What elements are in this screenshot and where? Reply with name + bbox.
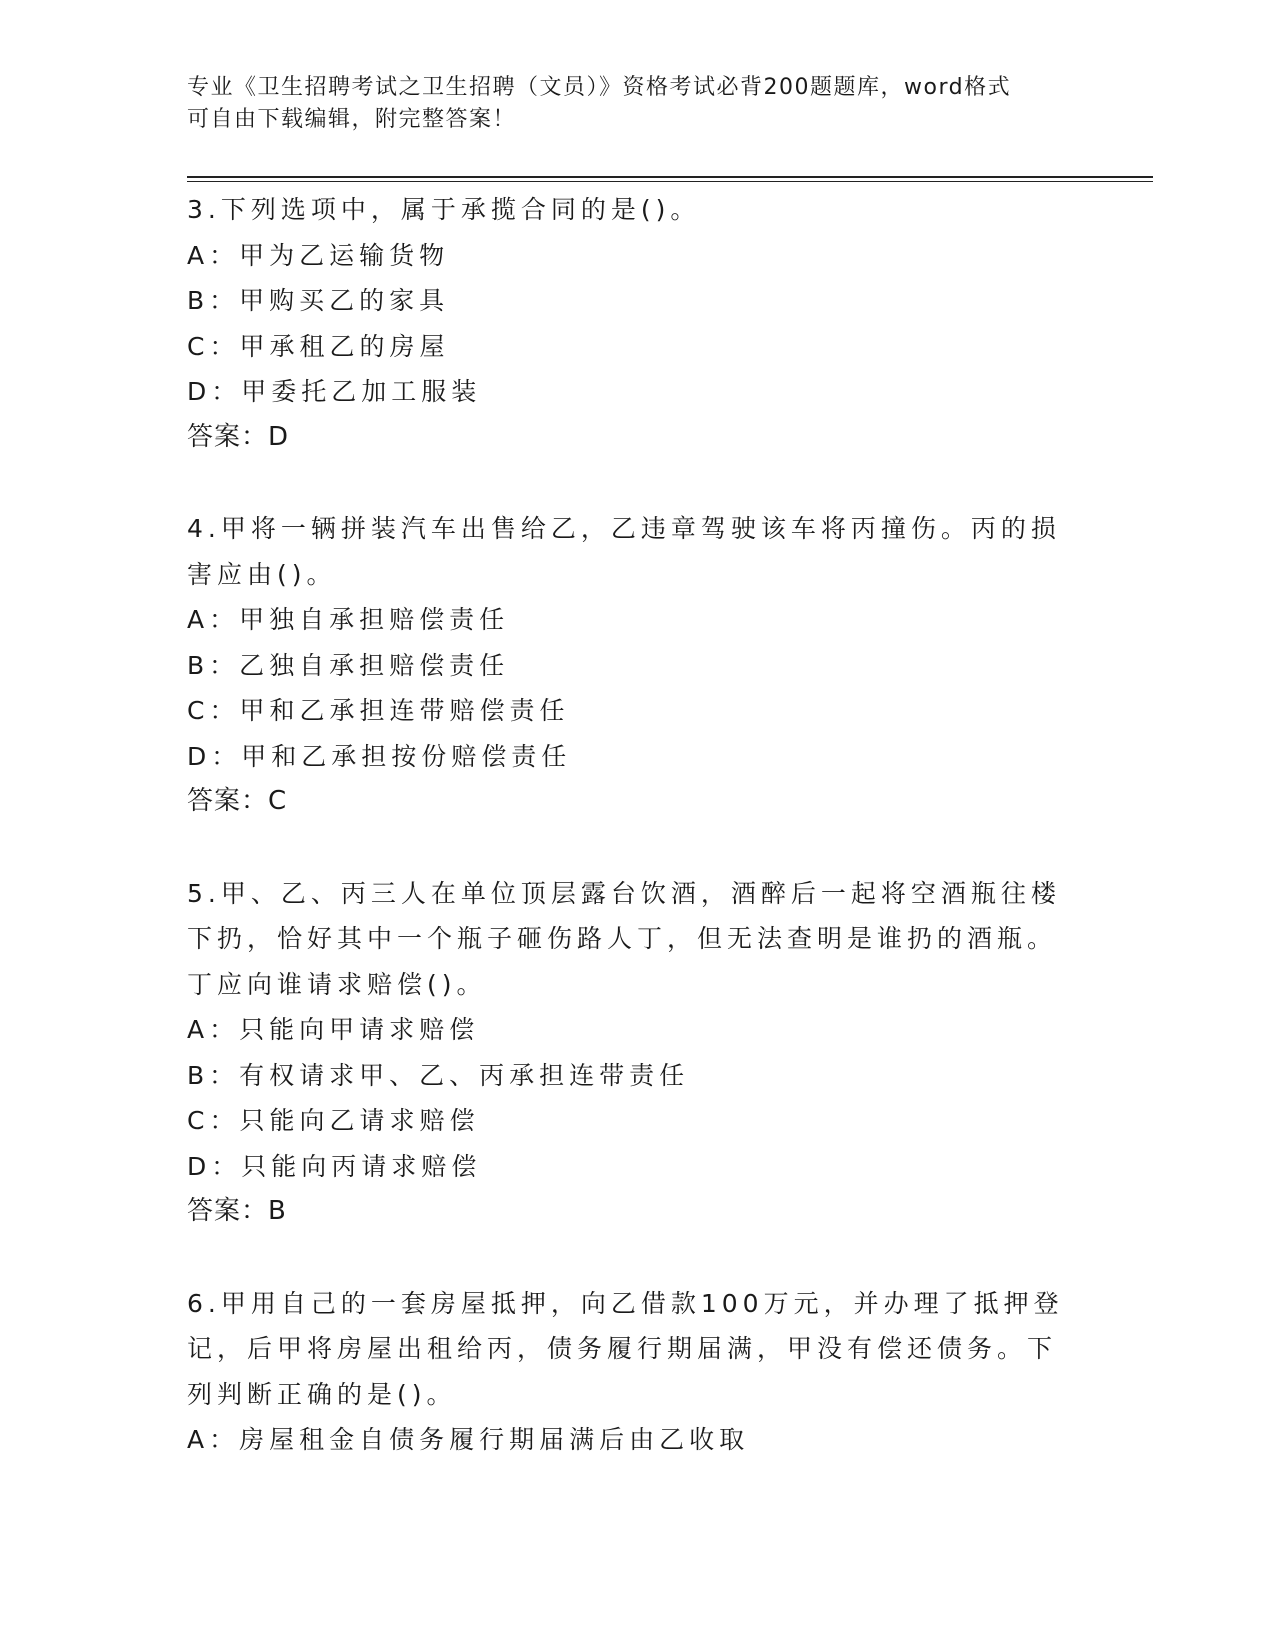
- question-stem: 3.下列选项中，属于承揽合同的是()。: [187, 195, 701, 224]
- answer-text: 答案：C: [187, 786, 288, 816]
- document-header: [187, 72, 1067, 136]
- header-line-2: 可自由下载编辑，附完整答案！: [187, 107, 517, 132]
- option-a: A：房屋租金自债务履行期届满后由乙收取: [187, 1425, 750, 1454]
- option-b: B：乙独自承担赔偿责任: [187, 650, 510, 680]
- answer-text: 答案：B: [187, 1196, 287, 1226]
- option-a: A：只能向甲请求赔偿: [187, 1015, 480, 1044]
- option-d: D：甲委托乙加工服装: [187, 377, 482, 406]
- option-c: C：甲和乙承担连带赔偿责任: [187, 696, 570, 725]
- question-list: [187, 187, 1067, 1509]
- header-divider-thick: [187, 176, 1153, 178]
- answer-text: 答案：D: [187, 421, 290, 452]
- header-line-1: 专业《卫生招聘考试之卫生招聘（文员）》资格考试必背200题题库，word格式: [187, 75, 1012, 100]
- option-a: A：甲为乙运输货物: [187, 240, 450, 270]
- question-stem: 5.甲、乙、丙三人在单位顶层露台饮酒，酒醉后一起将空酒瓶往楼下扔，恰好其中一个瓶子砸伤路人丁，但无法查明是谁扔的酒瓶。丁应向谁请求赔偿()。: [187, 878, 1061, 999]
- option-c: C：甲承租乙的房屋: [187, 331, 450, 361]
- option-b: B：甲购买乙的家具: [187, 286, 450, 315]
- question-5: [187, 871, 1067, 1235]
- question-4: [187, 506, 1067, 825]
- question-6: [187, 1281, 1067, 1463]
- question-stem: 6.甲用自己的一套房屋抵押，向乙借款100万元，并办理了抵押登记，后甲将房屋出租给丙，债务履行期届满，甲没有偿还债务。下列判断正确的是()。: [187, 1288, 1064, 1409]
- question-stem: 4.甲将一辆拼装汽车出售给乙，乙违章驾驶该车将丙撞伤。丙的损害应由()。: [187, 514, 1061, 589]
- option-d: D：只能向丙请求赔偿: [187, 1151, 482, 1181]
- question-3: [187, 187, 1067, 460]
- option-d: D：甲和乙承担按份赔偿责任: [187, 741, 572, 771]
- option-c: C：只能向乙请求赔偿: [187, 1106, 480, 1135]
- option-b: B：有权请求甲、乙、丙承担连带责任: [187, 1060, 690, 1090]
- option-a: A：甲独自承担赔偿责任: [187, 605, 510, 634]
- header-divider-thin: [187, 181, 1153, 182]
